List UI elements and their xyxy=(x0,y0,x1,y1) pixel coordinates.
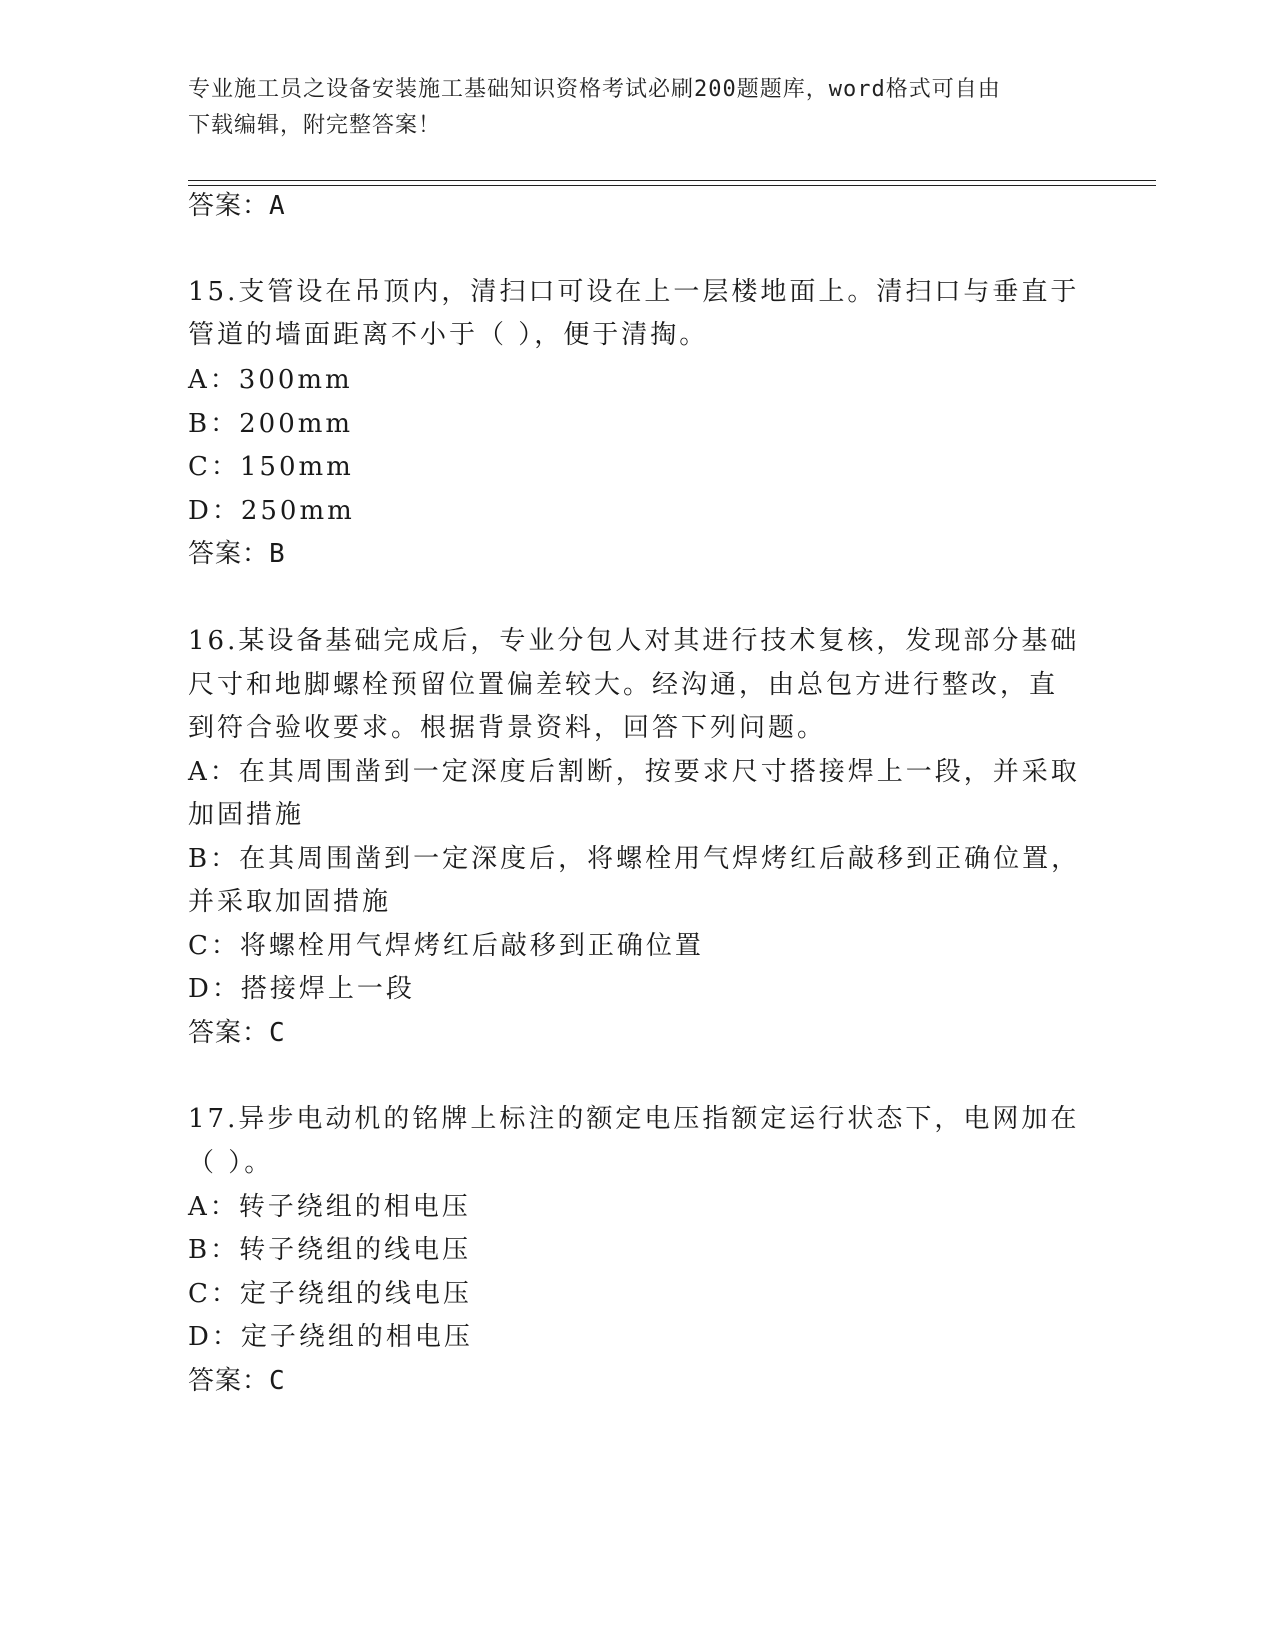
q17-answer: 答案：C xyxy=(188,1366,286,1396)
q15-option-a: A：300mm xyxy=(188,365,353,395)
q16-option-d: D：搭接焊上一段 xyxy=(188,974,415,1004)
q16-answer: 答案：C xyxy=(188,1018,286,1048)
q15-option-b: B：200mm xyxy=(188,409,354,439)
q17-option-b: B：转子绕组的线电压 xyxy=(188,1235,472,1265)
q15-stem-line-2: 管道的墙面距离不小于（ ），便于清掏。 xyxy=(188,320,709,350)
previous-answer: 答案：A xyxy=(188,191,286,221)
q17-stem-line-2: （ ）。 xyxy=(188,1148,274,1178)
q16-stem-line-3: 到符合验收要求。根据背景资料，回答下列问题。 xyxy=(188,713,827,743)
q15-answer: 答案：B xyxy=(188,539,286,569)
document-header xyxy=(188,72,1088,144)
q16-option-b-line-1: B：在其周围凿到一定深度后，将螺栓用气焊烤红后敲移到正确位置， xyxy=(188,844,1081,874)
q15-option-d: D：250mm xyxy=(188,496,355,526)
q17-option-c: C：定子绕组的线电压 xyxy=(188,1279,472,1309)
q16-option-c: C：将螺栓用气焊烤红后敲移到正确位置 xyxy=(188,931,704,961)
q15-stem-line-1: 15.支管设在吊顶内，清扫口可设在上一层楼地面上。清扫口与垂直于 xyxy=(188,277,1080,307)
q16-stem-line-1: 16.某设备基础完成后，专业分包人对其进行技术复核，发现部分基础 xyxy=(188,626,1080,656)
header-line-1: 专业施工员之设备安装施工基础知识资格考试必刷200题题库，word格式可自由 xyxy=(188,77,1001,102)
q16-option-a-line-2: 加固措施 xyxy=(188,800,305,830)
q17-option-d: D：定子绕组的相电压 xyxy=(188,1322,473,1352)
q17-option-a: A：转子绕组的相电压 xyxy=(188,1192,471,1222)
q16-stem-line-2: 尺寸和地脚螺栓预留位置偏差较大。经沟通，由总包方进行整改，直 xyxy=(188,670,1059,700)
q17-stem-line-1: 17.异步电动机的铭牌上标注的额定电压指额定运行状态下，电网加在 xyxy=(188,1104,1080,1134)
header-rule-bottom xyxy=(188,185,1156,186)
q15-option-c: C：150mm xyxy=(188,452,354,482)
header-line-2: 下载编辑，附完整答案！ xyxy=(188,113,442,138)
q16-option-b-line-2: 并采取加固措施 xyxy=(188,887,392,917)
q16-option-a-line-1: A：在其周围凿到一定深度后割断，按要求尺寸搭接焊上一段，并采取 xyxy=(188,757,1080,787)
header-rule-top xyxy=(188,180,1156,181)
